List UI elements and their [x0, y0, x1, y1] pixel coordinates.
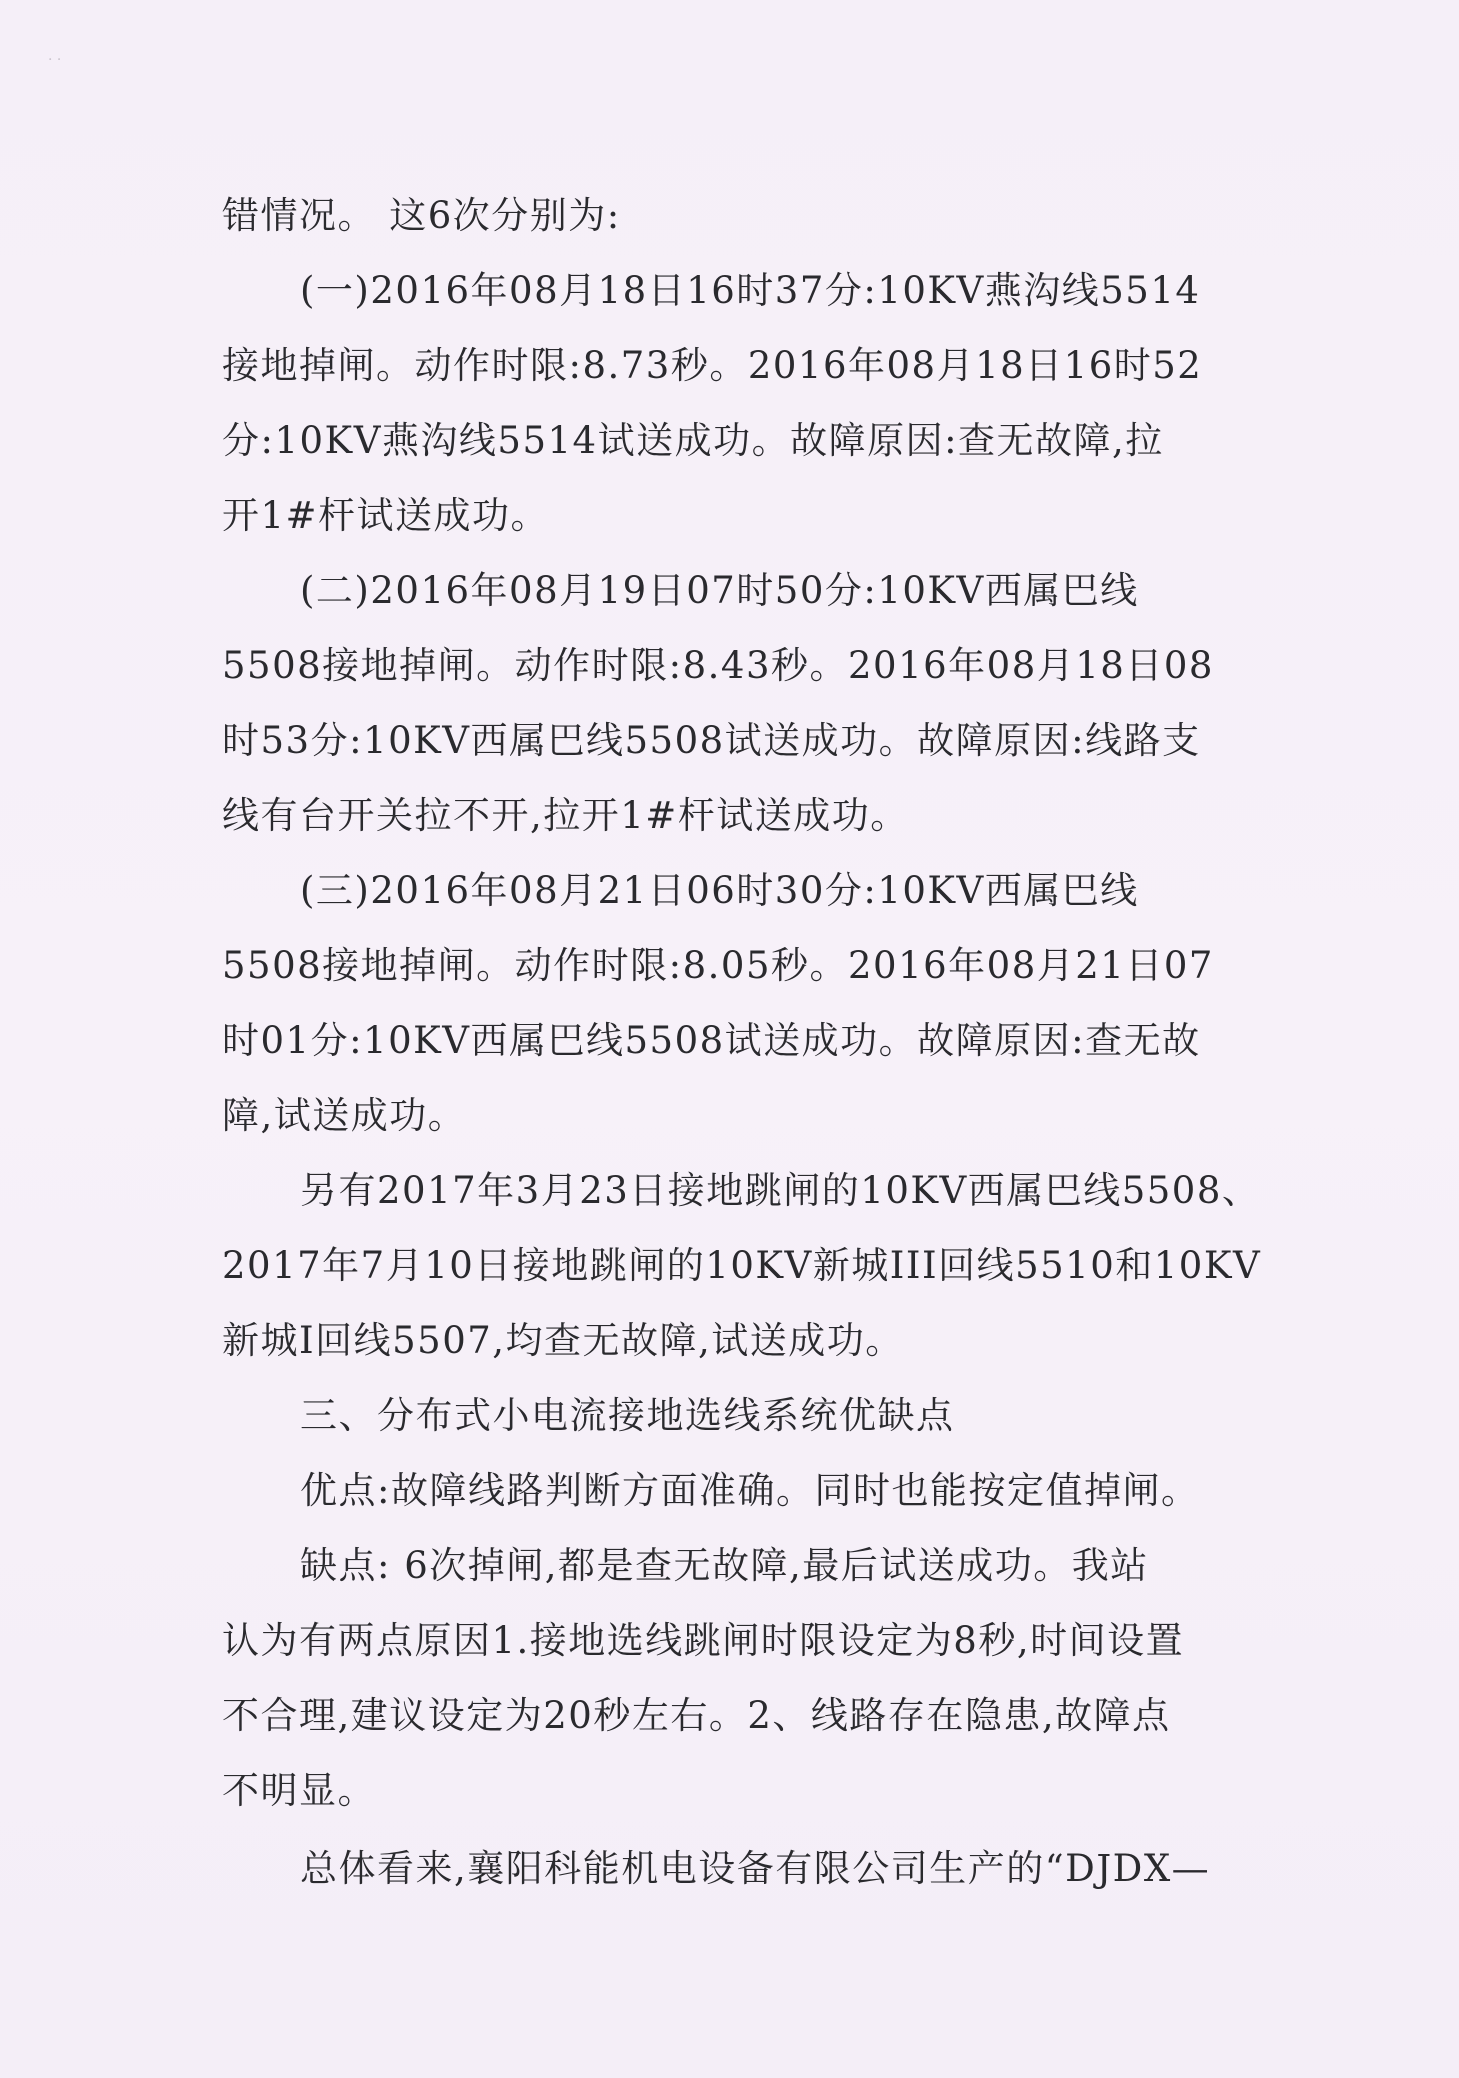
text-line: 5508接地掉闸。动作时限:8.05秒。2016年08月21日07 — [222, 944, 1214, 987]
text-line: 时53分:10KV西属巴线5508试送成功。故障原因:线路支 — [222, 719, 1201, 762]
text-line: 缺点: 6次掉闸,都是查无故障,最后试送成功。我站 — [300, 1544, 1149, 1587]
text-line: 错情况。 这6次分别为: — [222, 194, 621, 237]
text-line: 优点:故障线路判断方面准确。同时也能按定值掉闸。 — [300, 1469, 1200, 1512]
text-line: 分:10KV燕沟线5514试送成功。故障原因:查无故障,拉 — [222, 419, 1164, 462]
text-line: 线有台开关拉不开,拉开1#杆试送成功。 — [222, 794, 909, 837]
text-line: (三)2016年08月21日06时30分:10KV西属巴线 — [300, 869, 1139, 912]
document-body — [222, 178, 1262, 1906]
text-line: 开1#杆试送成功。 — [222, 494, 550, 537]
text-line: 另有2017年3月23日接地跳闸的10KV西属巴线5508、 — [300, 1169, 1261, 1212]
text-line: 时01分:10KV西属巴线5508试送成功。故障原因:查无故 — [222, 1019, 1201, 1062]
text-line: 新城I回线5507,均查无故障,试送成功。 — [222, 1319, 904, 1362]
text-line: 2017年7月10日接地跳闸的10KV新城III回线5510和10KV — [222, 1244, 1262, 1287]
text-line: 障,试送成功。 — [222, 1094, 467, 1137]
text-line: (二)2016年08月19日07时50分:10KV西属巴线 — [300, 569, 1139, 612]
text-line: 认为有两点原因1.接地选线跳闸时限设定为8秒,时间设置 — [222, 1619, 1185, 1662]
text-line: 不合理,建议设定为20秒左右。2、线路存在隐患,故障点 — [222, 1694, 1171, 1737]
text-line: 不明显。 — [222, 1769, 376, 1812]
text-line: 5508接地掉闸。动作时限:8.43秒。2016年08月18日08 — [222, 644, 1214, 687]
scan-speck-mark: · · — [48, 52, 62, 68]
text-line: (一)2016年08月18日16时37分:10KV燕沟线5514 — [300, 269, 1201, 312]
section-heading: 三、分布式小电流接地选线系统优缺点 — [300, 1394, 955, 1437]
text-line: 接地掉闸。动作时限:8.73秒。2016年08月18日16时52 — [222, 344, 1203, 387]
text-line: 总体看来,襄阳科能机电设备有限公司生产的“DJDX— — [300, 1847, 1211, 1890]
